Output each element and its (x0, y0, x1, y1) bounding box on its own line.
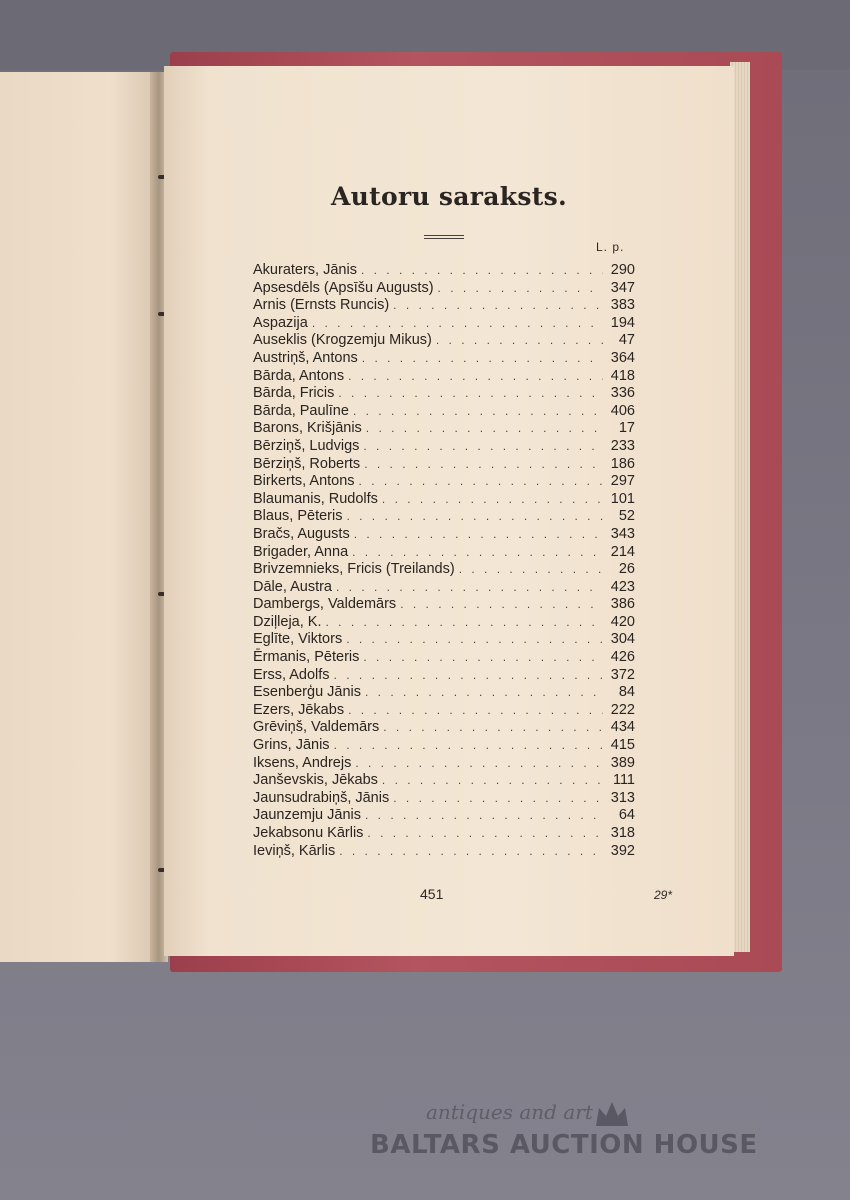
dot-leader (364, 456, 603, 474)
index-entry (253, 684, 635, 702)
watermark-tagline: antiques and art (426, 1100, 593, 1124)
author-name: Janševskis, Jēkabs (253, 772, 378, 789)
dot-leader (382, 491, 603, 509)
index-entry (253, 368, 635, 386)
author-name: Grēviņš, Valdemārs (253, 719, 380, 736)
dot-leader (348, 702, 603, 720)
page-reference: 233 (610, 437, 635, 454)
page-reference: 26 (618, 561, 635, 578)
dot-leader (352, 544, 603, 562)
author-name: Ieviņš, Kārlis (253, 842, 336, 859)
author-name: Brivzemnieks, Fricis (Treilands) (253, 561, 455, 578)
author-name: Brigader, Anna (253, 543, 349, 560)
author-name: Ezers, Jēkabs (253, 701, 345, 718)
dot-leader (336, 579, 603, 597)
dot-leader (393, 790, 603, 808)
dot-leader (338, 385, 603, 403)
page-reference: 304 (610, 631, 635, 648)
page-reference: 418 (610, 367, 635, 384)
page-reference: 343 (610, 525, 635, 542)
dot-leader (312, 315, 603, 333)
index-entry (253, 544, 635, 562)
index-entry (253, 667, 635, 685)
page-reference: 423 (610, 578, 635, 595)
signature-mark: 29* (654, 888, 673, 902)
page-reference: 297 (610, 473, 635, 490)
index-entry (253, 473, 635, 491)
index-entry (253, 508, 635, 526)
index-entry (253, 491, 635, 509)
index-entry (253, 561, 635, 579)
index-entry (253, 596, 635, 614)
page-reference: 364 (610, 349, 635, 366)
page-reference: 64 (618, 807, 635, 824)
page-reference: 84 (618, 684, 635, 701)
author-name: Bračs, Augusts (253, 525, 350, 542)
page-reference: 336 (610, 385, 635, 402)
author-name: Akuraters, Jānis (253, 262, 357, 278)
author-name: Dambergs, Valdemārs (253, 596, 397, 613)
page-reference: 426 (610, 649, 635, 666)
page-reference: 101 (610, 490, 635, 507)
page-reference: 222 (610, 701, 635, 718)
author-name: Apsesdēls (Apsīšu Augusts) (253, 279, 434, 296)
index-entry (253, 297, 635, 315)
index-entry (253, 420, 635, 438)
page-reference: 194 (610, 314, 635, 331)
dot-leader (334, 667, 603, 685)
page-reference: 389 (610, 754, 635, 771)
index-entry (253, 438, 635, 456)
dot-leader (365, 684, 603, 702)
dot-leader (438, 280, 603, 298)
author-name: Blaumanis, Rudolfs (253, 490, 378, 507)
dot-leader (363, 438, 603, 456)
index-entry (253, 631, 635, 649)
dot-leader (348, 368, 603, 386)
page-reference: 415 (610, 737, 635, 754)
dot-leader (353, 403, 603, 421)
index-entry (253, 614, 635, 632)
author-name: Bērziņš, Ludvigs (253, 437, 360, 454)
page-reference: 47 (618, 332, 635, 349)
index-entry (253, 825, 635, 843)
dot-leader (366, 420, 603, 438)
author-name: Austriņš, Antons (253, 349, 358, 366)
dot-leader (436, 332, 603, 350)
dot-leader (359, 473, 603, 491)
dot-leader (459, 561, 603, 579)
page-reference: 386 (610, 596, 635, 613)
author-name: Erss, Adolfs (253, 666, 330, 683)
author-name: Jaunzemju Jānis (253, 807, 361, 824)
index-entry (253, 649, 635, 667)
dot-leader (367, 825, 603, 843)
left-page (0, 72, 158, 962)
page-title: Autoru saraksts. (330, 182, 567, 211)
page-reference: 406 (610, 402, 635, 419)
dot-leader (362, 350, 603, 368)
author-name: Esenberģu Jānis (253, 684, 362, 701)
page-column-header: L. p. (596, 240, 625, 254)
author-name: Blaus, Pēteris (253, 508, 343, 525)
dot-leader (334, 737, 603, 755)
dot-leader (393, 297, 603, 315)
page-reference: 214 (610, 543, 635, 560)
author-name: Barons, Krišjānis (253, 420, 362, 437)
page-reference: 318 (610, 825, 635, 841)
page-reference: 434 (610, 719, 635, 736)
author-name: Arnis (Ernsts Runcis) (253, 297, 390, 314)
index-entry (253, 843, 635, 861)
author-name: Iksens, Andrejs (253, 754, 352, 771)
page-reference: 420 (610, 613, 635, 630)
page-reference: 111 (612, 772, 635, 789)
index-entry (253, 350, 635, 368)
title-divider (424, 235, 464, 236)
index-entry (253, 737, 635, 755)
page-number: 451 (420, 886, 444, 902)
author-name: Auseklis (Krogzemju Mikus) (253, 332, 432, 349)
page-reference: 313 (610, 789, 635, 806)
index-entry (253, 456, 635, 474)
dot-leader (382, 772, 603, 790)
dot-leader (354, 526, 603, 544)
author-name: Eglīte, Viktors (253, 631, 343, 648)
index-entry (253, 719, 635, 737)
index-entry (253, 790, 635, 808)
author-name: Grins, Jānis (253, 737, 330, 754)
title-divider (424, 238, 464, 239)
author-name: Dāle, Austra (253, 578, 332, 595)
index-entry (253, 385, 635, 403)
dot-leader (346, 508, 603, 526)
page-reference: 17 (618, 420, 635, 437)
index-entry (253, 262, 635, 280)
page-reference: 392 (610, 842, 635, 859)
page-reference: 186 (610, 455, 635, 472)
dot-leader (365, 807, 603, 825)
index-entry (253, 403, 635, 421)
dot-leader (400, 596, 603, 614)
author-name: Aspazija (253, 314, 308, 331)
page-reference: 290 (610, 262, 635, 278)
index-entry (253, 526, 635, 544)
author-name: Dziļleja, K. (253, 613, 322, 630)
index-entry (253, 579, 635, 597)
page-reference: 372 (610, 666, 635, 683)
index-entry (253, 755, 635, 773)
dot-leader (346, 631, 603, 649)
author-index (253, 262, 635, 860)
index-entry (253, 702, 635, 720)
watermark (370, 1100, 770, 1170)
dot-leader (363, 649, 603, 667)
author-name: Jaunsudrabiņš, Jānis (253, 789, 390, 806)
index-entry (253, 332, 635, 350)
page-reference: 383 (610, 297, 635, 314)
dot-leader (361, 262, 603, 280)
author-name: Jekabsonu Kārlis (253, 825, 364, 841)
author-name: Bārda, Paulīne (253, 402, 349, 419)
author-name: Bārda, Antons (253, 367, 345, 384)
author-name: Bārda, Fricis (253, 385, 335, 402)
dot-leader (339, 843, 603, 861)
watermark-name: BALTARS AUCTION HOUSE (370, 1130, 758, 1160)
page-reference: 52 (618, 508, 635, 525)
author-name: Birkerts, Antons (253, 473, 355, 490)
author-name: Ērmanis, Pēteris (253, 649, 360, 666)
author-name: Bērziņš, Roberts (253, 455, 361, 472)
dot-leader (326, 614, 604, 632)
crown-icon (594, 1100, 630, 1128)
index-entry (253, 280, 635, 298)
index-entry (253, 315, 635, 333)
dot-leader (355, 755, 603, 773)
dot-leader (383, 719, 603, 737)
page-reference: 347 (610, 279, 635, 296)
index-entry (253, 807, 635, 825)
index-entry (253, 772, 635, 790)
